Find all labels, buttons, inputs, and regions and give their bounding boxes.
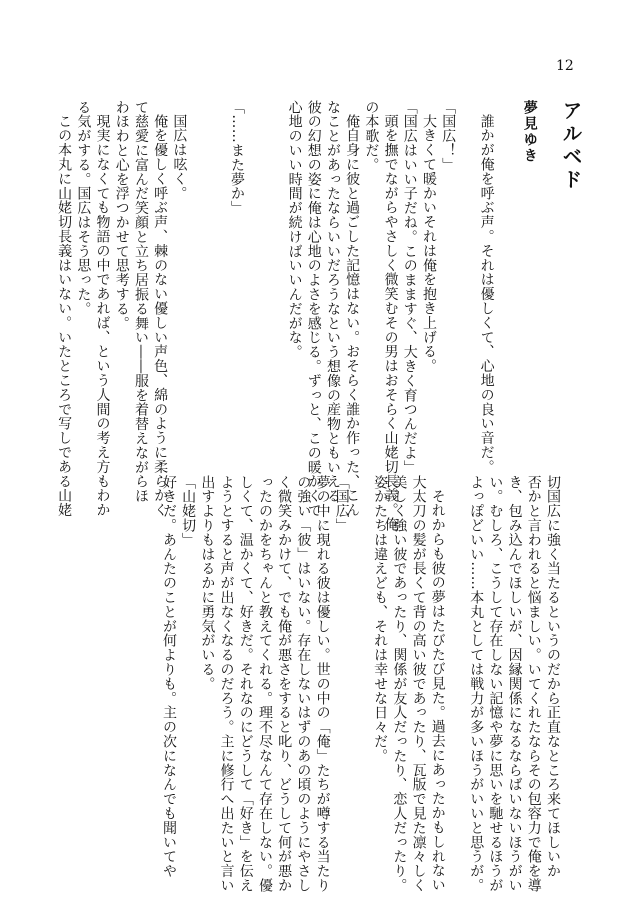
text-line: それからも彼の夢はたびたび見た。過去にあったかもしれない	[429, 489, 446, 893]
text-line: 夢の中に現れる彼は優しい。世の中の「俺」たちが噂する当たり	[314, 475, 331, 893]
blank-line	[188, 100, 207, 430]
text-line: い。むしろ、こうして存在しない記憶や夢に思いを馳せるほうが	[487, 475, 504, 893]
dialog-line: 「国広はいい子だね。このまますぐ、大きく育つんだよ」	[401, 100, 418, 475]
text-line: よっぽどいい……本丸としては戦力が多いほうがいいと思うが。	[468, 475, 485, 893]
title-column	[520, 100, 582, 430]
text-line: 姿かたちは違えども、それは幸せな日々だ。	[372, 475, 389, 763]
blank-line	[447, 475, 466, 830]
text-line: 否かと言われると悩ましい。いてくれたならその包容力で俺を導	[525, 475, 542, 893]
text-line: 大きくて暖かいそれは俺を抱き上げる。	[420, 114, 437, 374]
text-line: 好きだ。あんたのことが何よりも。主の次になんでも聞いてや	[160, 475, 177, 879]
text-line: わほわと心を浮つかせて思考する。	[113, 100, 130, 331]
text-line: なことがあったならいいだろうなという想像の産物ともいえる	[324, 100, 341, 504]
text-line: 切国広に強く当たるというのだから正直なところ来てほしいか	[545, 475, 561, 879]
text-line: 心地のいい時間が続けばいいんだがな。	[286, 100, 303, 360]
upper-text-block	[54, 100, 583, 532]
text-line: 現実になくても物語の中であれば、という人間の考え方もわか	[94, 114, 111, 518]
text-line: 国広は呟く。	[171, 114, 188, 201]
story-title: アルベド	[559, 100, 583, 192]
text-line: しくて、温かくて、好きだ。それなのにどうして「好き」を伝え	[237, 475, 254, 893]
text-line: く微笑みかけて、でも俺が悪さをすると叱り、どうして何が悪か	[276, 475, 293, 893]
lower-text-block	[159, 475, 562, 893]
text-line: て慈愛に富んだ笑顔と立ち居振る舞い――服を着替えながらほ	[132, 100, 149, 504]
text-line: の本歌だ。	[363, 100, 380, 172]
text-line: 彼の幻想の姿に俺は心地のよさを感じる。ずっと、この暖かくて	[305, 100, 322, 518]
dialog-line: 「山姥切」	[180, 475, 197, 547]
text-line: 出すよりもはるかに勇気がいる。	[199, 475, 216, 691]
text-line: の強い「彼」はいない。存在しないはずのあの頃のようにやさし	[295, 475, 312, 893]
dialog-line: 「国広！」	[440, 100, 457, 172]
text-line: この本丸に山姥切長義はいない。いたところで写しである山姥	[56, 114, 73, 518]
text-line: 美しく強い彼であったり、関係が友人だったり、恋人だったり。	[391, 475, 408, 893]
text-line: 頭を撫でながらやさしく微笑むその男はおそらく山姥切長義。俺	[382, 114, 399, 532]
blank-line	[351, 475, 370, 830]
text-line: 誰かが俺を呼ぶ声。それは優しくて、心地の良い音だ。	[478, 114, 495, 474]
text-line: 俺を優しく呼ぶ声、棘のない優しい声色、綿のように柔らかく	[152, 114, 169, 518]
author-name: 夢見ゆき	[521, 100, 538, 164]
blank-line	[457, 100, 476, 430]
text-line: 大太刀の髪が長くて背の高い彼であったり、瓦版で見た凛々しく	[410, 475, 427, 893]
blank-line	[208, 100, 227, 430]
blank-line	[265, 100, 284, 430]
blank-line	[246, 100, 265, 430]
text-line: る気がする。国広はそう思った。	[75, 100, 92, 316]
dialog-line: 「国広」	[333, 475, 350, 533]
page-number: 12	[556, 58, 574, 74]
text-line: き、包み込んでほしいが、因縁関係になるならばいないほうがい	[506, 475, 523, 893]
dialog-line: 「……また夢か」	[228, 100, 245, 216]
text-line: 俺自身に彼と過ごした記憶はない。おそらく誰か作った、こん	[344, 114, 361, 518]
text-line: ようとすると声が出なくなるのだろう。主に修行へ出たいと言い	[218, 475, 235, 893]
text-line: ったのかをちゃんと教えてくれる。理不尽なんて存在しない。優	[256, 475, 273, 893]
